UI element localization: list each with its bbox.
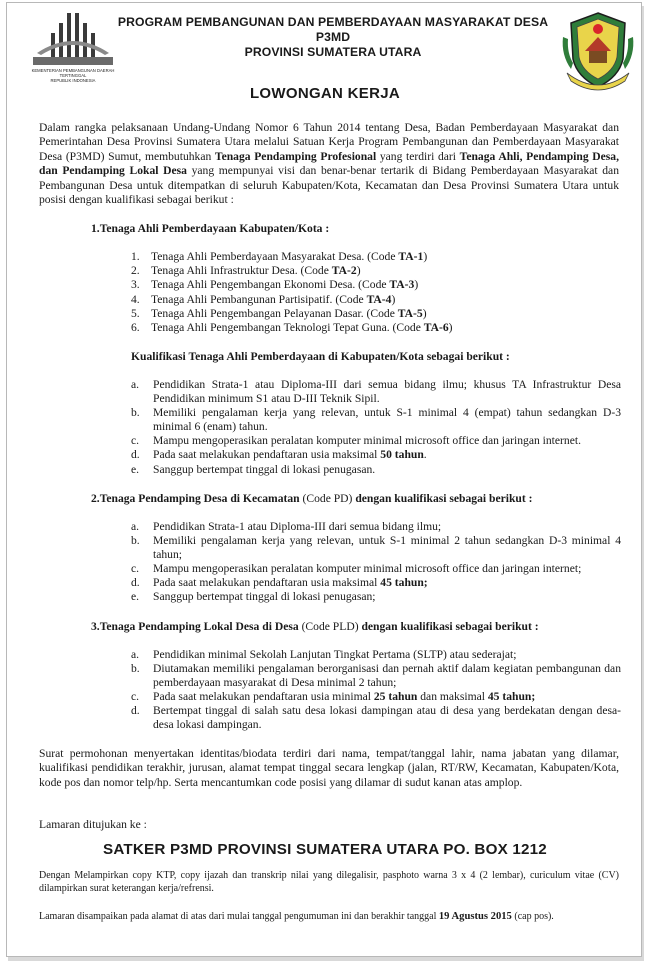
position-end: ) [422, 306, 427, 320]
ministry-line-1: KEMENTERIAN PEMBANGUNAN DAERAH TERTINGGAL [31, 68, 115, 78]
list-letter: a. [131, 648, 140, 661]
section-1-title: 1.Tenaga Ahli Pemberdayaan Kabupaten/Kota : [91, 222, 330, 235]
list-letter: c. [131, 434, 140, 448]
qual-text: Sanggup bertempat tinggal di lokasi penugasan. [153, 462, 376, 476]
list-text [151, 250, 427, 264]
list-text [153, 576, 621, 590]
list-text [153, 648, 621, 662]
list-item [131, 576, 621, 590]
list-item [131, 534, 621, 562]
program-header [103, 15, 563, 60]
list-num: 3. [131, 278, 140, 292]
deadline-date: 19 Agustus 2015 [438, 911, 512, 922]
qual-text: Memiliki pengalaman kerja yang relevan, untuk S-1 minimal 4 (empat) tahun sedangkan D-3 minimal 6 (enam) tahun. [153, 406, 621, 434]
intro-text-2: yang terdiri dari [376, 149, 460, 163]
list-item [131, 648, 621, 662]
section-3-title [91, 620, 539, 634]
list-letter: e. [131, 462, 140, 476]
section-2-code: (Code PD) [302, 492, 353, 505]
list-item [131, 378, 621, 406]
list-text [153, 463, 621, 477]
list-num: 4. [131, 292, 140, 306]
position-end: ) [448, 321, 453, 335]
list-text [151, 307, 427, 321]
intro-text-3: yang mempunyai visi dan benar-benar tertarik di Bidang Pemberdayaan Masyarakat dan Pembangunan Desa untuk ditempatkan di seluruh Kabupaten/Kota, Kecamatan dan Desa Provinsi Sumatera Utara untuk posisi dengan kualifikasi sebagai berikut : [39, 164, 620, 207]
qual-bold: 25 tahun [373, 690, 418, 704]
list-item [131, 662, 621, 690]
section-2-title-a: 2.Tenaga Pendamping Desa di Kecamatan [91, 492, 303, 505]
list-num: 1. [131, 250, 140, 263]
list-text [151, 293, 395, 307]
qual-text: Sanggup bertempat tinggal di lokasi penugasan; [153, 590, 376, 604]
qual-text: Pada saat melakukan pendaftaran usia maksimal [153, 448, 381, 462]
position-code: TA-3 [389, 278, 415, 292]
position-end: ) [356, 264, 361, 278]
position-text: Tenaga Ahli Pemberdayaan Masyarakat Desa. (Code [151, 250, 399, 263]
position-code: TA-2 [331, 264, 357, 278]
announcement-page [6, 2, 642, 957]
list-item [131, 307, 611, 321]
header-line-3: PROVINSI SUMATERA UTARA [244, 45, 422, 59]
position-code: TA-5 [397, 306, 423, 320]
list-text [153, 690, 621, 704]
list-item [131, 434, 621, 448]
list-item [131, 250, 611, 264]
list-letter: b. [131, 662, 140, 676]
position-end: ) [423, 250, 428, 263]
list-text [153, 590, 621, 604]
list-item [131, 278, 611, 292]
list-letter: c. [131, 562, 140, 576]
list-letter: a. [131, 520, 140, 533]
deadline-note [39, 911, 619, 924]
list-item [131, 406, 621, 434]
deadline-text: Lamaran disampaikan pada alamat di atas dari mulai tanggal pengumuman ini dan berakhir tanggal [39, 911, 439, 922]
header-line-2: P3MD [315, 30, 351, 44]
qual-text: Mampu mengoperasikan peralatan komputer minimal microsoft office dan jaringan internet; [153, 562, 582, 576]
list-letter: e. [131, 590, 140, 604]
list-text [151, 321, 453, 335]
section-2-title [91, 492, 533, 506]
attachments-note: Dengan Melampirkan copy KTP, copy ijazah dan transkrip nilai yang dilegalisir, pasphoto warna 3 x 4 (2 lembar), curiculum vitae (CV) dilampirkan surat keterangan kerja/refrensi. [39, 870, 619, 894]
list-item [131, 321, 611, 335]
deadline-end: (cap pos). [511, 911, 554, 922]
list-item [131, 264, 611, 278]
position-text: Tenaga Ahli Pengembangan Teknologi Tepat Guna. (Code [151, 321, 424, 335]
page-title: LOWONGAN KERJA [249, 85, 401, 102]
section-3-code: (Code PLD) [301, 620, 359, 633]
header-line-1: PROGRAM PEMBANGUNAN DAN PEMBERDAYAAN MASYARAKAT DESA [117, 15, 549, 29]
qual-mid: dan maksimal [417, 690, 488, 704]
intro-text-1: Dalam rangka pelaksanaan Undang-Undang Nomor 6 Tahun 2014 tentang Desa, Badan Pemberdayaan Masyarakat dan Pemerintahan Desa Provinsi Sumatera Utara melalui Satuan Kerja Program Pembangunan dan Pemberdayaan Masyarakat Desa (P3MD) Sumut, membutuhkan [39, 121, 619, 163]
qual-bold-2: 45 tahun; [487, 690, 536, 704]
list-item [131, 520, 621, 534]
list-num: 2. [131, 264, 140, 278]
list-text [153, 434, 621, 448]
list-text [153, 448, 621, 462]
list-item [131, 293, 611, 307]
qual-text: Pendidikan Strata-1 atau Diploma-III dari semua bidang ilmu; [153, 520, 442, 533]
list-item [131, 690, 621, 704]
qual-bold: 50 tahun [380, 448, 424, 462]
qual-text: Pendidikan Strata-1 atau Diploma-III dari semua bidang ilmu; khusus TA Infrastruktur Desa Pendidikan minimum S1 atau D-III Teknik Sipil. [153, 378, 621, 406]
qual-end: . [423, 448, 427, 462]
position-text: Tenaga Ahli Pengembangan Pelayanan Dasar. (Code [151, 306, 398, 320]
intro-bold-2: Tenaga Ahli, Pendamping Desa, dan Pendamping Lokal Desa [39, 149, 620, 178]
qual-text: Pada saat melakukan pendaftaran usia minimal [153, 690, 374, 704]
list-text [153, 534, 621, 562]
list-item [131, 448, 621, 462]
list-letter: b. [131, 534, 140, 548]
position-text: Tenaga Ahli Infrastruktur Desa. (Code [151, 264, 332, 278]
qual-text: Diutamakan memiliki pengalaman berorganisasi dan pernah aktif dalam kegiatan pembangunan dan pemberdayaan masyarakat di Desa minimal 2 tahun; [153, 662, 621, 690]
position-text: Tenaga Ahli Pembangunan Partisipatif. (Code [151, 292, 367, 306]
list-text [151, 264, 361, 278]
section-2-title-c: dengan kualifikasi sebagai berikut : [352, 492, 533, 505]
list-text [153, 662, 621, 690]
position-end: ) [391, 292, 396, 306]
addressed-to: Lamaran ditujukan ke : [39, 818, 147, 831]
list-text [153, 520, 621, 534]
ministry-caption [23, 68, 123, 83]
position-code: TA-6 [423, 321, 449, 335]
qual-bold: 45 tahun; [380, 576, 428, 590]
list-item [131, 704, 621, 732]
section-3-title-c: dengan kualifikasi sebagai berikut : [358, 620, 539, 633]
qual-text: Mampu mengoperasikan peralatan komputer minimal microsoft office dan jaringan internet. [153, 434, 581, 448]
section-1-qualifications [131, 378, 621, 477]
qual-text: Pendidikan minimal Sekolah Lanjutan Tingkat Pertama (SLTP) atau sederajat; [153, 648, 517, 661]
list-letter: d. [131, 448, 140, 462]
list-num: 6. [131, 321, 140, 335]
list-text [153, 704, 621, 732]
list-num: 5. [131, 306, 140, 320]
qual-text: Memiliki pengalaman kerja yang relevan, untuk S-1 minimal 2 tahun sedangkan D-3 minimal 4 tahun; [153, 534, 621, 562]
qual-text: Pada saat melakukan pendaftaran usia maksimal [153, 576, 381, 590]
mailing-address: SATKER P3MD PROVINSI SUMATERA UTARA PO. BOX 1212 [103, 841, 547, 858]
list-item [131, 463, 621, 477]
list-letter: c. [131, 690, 140, 704]
list-item [131, 562, 621, 576]
list-text [153, 562, 621, 576]
position-text: Tenaga Ahli Pengembangan Ekonomi Desa. (Code [151, 278, 390, 292]
province-shield-icon [559, 7, 637, 93]
list-text [153, 406, 621, 434]
list-text [153, 378, 621, 406]
section-2-qualifications [131, 520, 621, 605]
intro-paragraph [39, 121, 619, 207]
qual-text: Bertempat tinggal di salah satu desa lokasi dampingan atau di desa yang berdekatan dengan desa-desa lokasi dampingan. [153, 704, 621, 732]
position-code: TA-4 [366, 292, 392, 306]
section-3-title-a: 3.Tenaga Pendamping Lokal Desa di Desa [91, 620, 302, 633]
list-text [151, 278, 418, 292]
intro-bold-1: Tenaga Pendamping Profesional [214, 149, 377, 163]
section-3-qualifications [131, 648, 621, 733]
position-end: ) [414, 278, 419, 292]
ministry-line-2: REPUBLIK INDONESIA [50, 78, 96, 83]
list-letter: a. [131, 378, 140, 391]
position-code: TA-1 [398, 250, 424, 263]
province-emblem [559, 7, 637, 93]
list-letter: d. [131, 704, 140, 718]
section-1-position-list [131, 250, 611, 335]
closing-paragraph: Surat permohonan menyertakan identitas/biodata terdiri dari nama, tempat/tanggal lahir, nama jabatan yang dilamar, kualifikasi pendidikan terakhir, jurusan, alamat tempat tinggal secara lengkap (jalan, RT/RW, Kecamatan, Kabupaten/Kota, kode pos dan nomor telp/hp. Serta mencantumkan code posisi yang dilamar di sudut kanan atas amplop. [39, 747, 619, 789]
list-letter: d. [131, 576, 140, 590]
list-letter: b. [131, 406, 140, 420]
list-item [131, 590, 621, 604]
section-1-qualifications-title: Kualifikasi Tenaga Ahli Pemberdayaan di Kabupaten/Kota sebagai berikut : [131, 350, 510, 363]
